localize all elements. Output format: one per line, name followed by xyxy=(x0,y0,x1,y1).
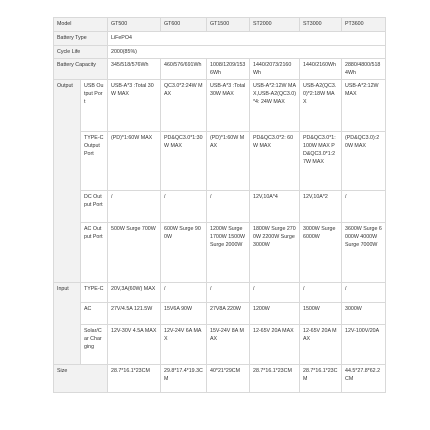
capacity-cell: 1008/1209/1536Wh xyxy=(207,59,250,80)
size-cell: 28.7*16.1*23CM xyxy=(300,365,342,393)
typec-input-cell: / xyxy=(342,283,386,303)
output-group-label: Output xyxy=(54,80,81,283)
size-cell: 29.8*17.4*19.3CM xyxy=(161,365,207,393)
typec-output-label: TYPE-C Output Port xyxy=(81,132,108,191)
solar-input-cell: 15V-24V 8A MAX xyxy=(207,325,250,365)
header-st3000: ST3000 xyxy=(300,18,342,32)
header-gt600: GT600 xyxy=(161,18,207,32)
typec-output-cell: (PD&QC3.0):20W MAX xyxy=(342,132,386,191)
ac-output-cell: 3600W Surge 6000W 4000W Surge 7000W xyxy=(342,223,386,283)
typec-input-label: TYPE-C xyxy=(81,283,108,303)
battery-type-label: Battery Type xyxy=(54,32,108,46)
size-cell: 28.7*16.1*23CM xyxy=(250,365,300,393)
ac-input-row xyxy=(54,303,386,325)
usb-output-cell: USB-A*2:12W MAX xyxy=(342,80,386,132)
size-cell: 28.7*16.1*23CM xyxy=(108,365,161,393)
dc-output-cell: / xyxy=(342,191,386,223)
ac-input-cell: 27V8A 220W xyxy=(207,303,250,325)
dc-output-cell: 12V,10A*2 xyxy=(300,191,342,223)
header-model: Model xyxy=(54,18,108,32)
size-row xyxy=(54,365,386,393)
capacity-cell: 1440/2073/2160Wh xyxy=(250,59,300,80)
solar-input-cell: 12V-100V/20A xyxy=(342,325,386,365)
battery-capacity-row xyxy=(54,59,386,80)
solar-input-cell: 12V-30V 4.5A MAX xyxy=(108,325,161,365)
usb-output-label: USB Output Port xyxy=(81,80,108,132)
ac-output-cell: 600W Surge 900W xyxy=(161,223,207,283)
size-cell: 44.5*27.8*62.2CM xyxy=(342,365,386,393)
ac-input-label: AC xyxy=(81,303,108,325)
usb-output-cell: USB-A*3 :Total 30W MAX xyxy=(108,80,161,132)
ac-input-cell: 15V6A 90W xyxy=(161,303,207,325)
header-row xyxy=(54,18,386,32)
typec-output-row xyxy=(54,132,386,191)
battery-type-row xyxy=(54,32,386,46)
typec-output-cell: PD&QC3.0*1:30W MAX xyxy=(161,132,207,191)
capacity-cell: 1440/2160Wh xyxy=(300,59,342,80)
header-st2000: ST2000 xyxy=(250,18,300,32)
spec-table xyxy=(53,17,386,393)
usb-output-cell: USB-A2(QC3.0)*2:18W MAX xyxy=(300,80,342,132)
dc-output-cell: / xyxy=(207,191,250,223)
battery-capacity-label: Battery Capacity xyxy=(54,59,108,80)
cycle-life-value: 2000(85%) xyxy=(108,46,386,59)
typec-input-cell: / xyxy=(161,283,207,303)
ac-output-row xyxy=(54,223,386,283)
solar-input-cell: 12V-24V 6A MAX xyxy=(161,325,207,365)
typec-input-row xyxy=(54,283,386,303)
dc-output-cell: / xyxy=(108,191,161,223)
usb-output-cell: USB-A*2:12W MAX,USB-A2(QC3.0)*4: 24W MAX xyxy=(250,80,300,132)
ac-output-cell: 1800W Surge 2700W 2200W Surge 3000W xyxy=(250,223,300,283)
capacity-cell: 345/518/576Wh xyxy=(108,59,161,80)
ac-output-cell: 500W Surge 700W xyxy=(108,223,161,283)
cycle-life-row xyxy=(54,46,386,59)
typec-output-cell: (PD)*1:60W MAX xyxy=(207,132,250,191)
typec-output-cell: (PD)*1:60W MAX xyxy=(108,132,161,191)
dc-output-label: DC Output Port xyxy=(81,191,108,223)
size-label: Size xyxy=(54,365,108,393)
solar-input-cell: 12-65V 20A MAX xyxy=(300,325,342,365)
size-cell: 40*21*29CM xyxy=(207,365,250,393)
typec-input-cell: 20V,3A(60W) MAX xyxy=(108,283,161,303)
ac-input-cell: 3000W xyxy=(342,303,386,325)
typec-input-cell: / xyxy=(300,283,342,303)
usb-output-row xyxy=(54,80,386,132)
typec-input-cell: / xyxy=(207,283,250,303)
solar-input-label: Solar/Car Charging xyxy=(81,325,108,365)
ac-output-cell: 3000W Surge 6000W xyxy=(300,223,342,283)
dc-output-cell: 12V,10A*4 xyxy=(250,191,300,223)
dc-output-cell: / xyxy=(161,191,207,223)
battery-type-value: LiFePO4 xyxy=(108,32,386,46)
ac-output-label: AC Output Port xyxy=(81,223,108,283)
solar-input-cell: 12-65V 20A MAX xyxy=(250,325,300,365)
ac-input-cell: 27V/4.5A 121.5W xyxy=(108,303,161,325)
typec-output-cell: PD&QC3.0*2: 60W MAX xyxy=(250,132,300,191)
capacity-cell: 2880/4800/5184Wh xyxy=(342,59,386,80)
header-gt1500: GT1500 xyxy=(207,18,250,32)
usb-output-cell: USB-A*3 :Total 30W MAX xyxy=(207,80,250,132)
ac-output-cell: 1200W Surge 1700W 1500W Surge 2000W xyxy=(207,223,250,283)
capacity-cell: 460/576/691Wh xyxy=(161,59,207,80)
typec-output-cell: PD&QC3.0*1:100W MAX PD&QC3.0*1:27W MAX xyxy=(300,132,342,191)
typec-input-cell: / xyxy=(250,283,300,303)
usb-output-cell: QC3.0*2:24W MAX xyxy=(161,80,207,132)
input-group-label: Input xyxy=(54,283,81,365)
cycle-life-label: Cycle Life xyxy=(54,46,108,59)
header-pt3600: PT3600 xyxy=(342,18,386,32)
header-gt500: GT500 xyxy=(108,18,161,32)
ac-input-cell: 1500W xyxy=(300,303,342,325)
dc-output-row xyxy=(54,191,386,223)
ac-input-cell: 1200W xyxy=(250,303,300,325)
solar-input-row xyxy=(54,325,386,365)
